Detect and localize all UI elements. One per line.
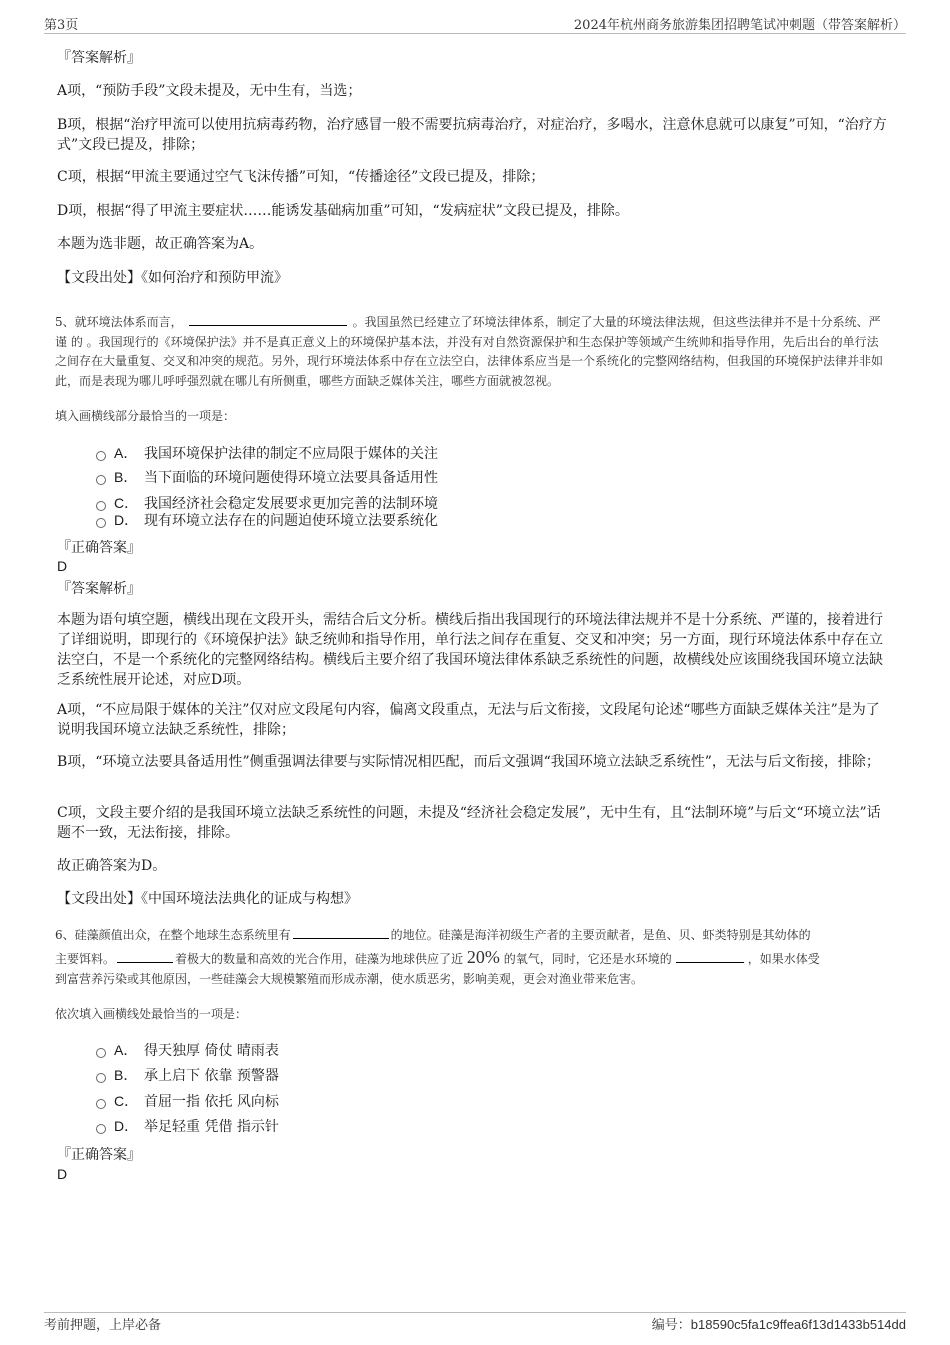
q5-answer-label: 『正确答案』 — [57, 540, 141, 556]
q5-source: 【文段出处】《中国环境法法典化的证成与构想》 — [57, 891, 358, 907]
footer-divider — [44, 1312, 906, 1313]
q5-analysis-intro: 本题为语句填空题，横线出现在文段开头，需结合后文分析。横线后指出我国现行的环境法律法规并不是十分系统、严谨的，接着进行了详细说明，即现行的《环境保护法》缺乏统帅和指导作用，单行法之间存在重复、交叉和冲突；另一方面，现行环境法体系中存在立法空白，不是一个系统化的完整网络结构。横线后主要介绍了我国环境法律体系缺乏系统性的问题，故横线处应该围绕我国环境立法缺乏系统性展开论述，对应D项。 — [57, 612, 883, 688]
q6-answer-label: 『正确答案』 — [57, 1147, 141, 1163]
q6-option-a[interactable]: A． 得天独厚 倚仗 晴雨表 — [96, 1040, 279, 1060]
radio-icon[interactable] — [96, 518, 106, 528]
q6-option-b[interactable]: B． 承上启下 依靠 预警器 — [96, 1065, 279, 1085]
radio-icon[interactable] — [96, 451, 106, 461]
q5-blank — [189, 312, 347, 326]
q6-stem-line1: 6、硅藻颜值出众，在整个地球生态系统里有 的地位。硅藻是海洋初级生产者的主要贡献者，是鱼、贝、虾类特别是其幼体的 — [55, 925, 890, 946]
q5-stem-post: 。我国虽然已经建立了环境法律体系，制定了大量的环境法律法规，但这些法律并不是十分系统、严谨 的 。我国现行的《环境保护法》并不是真正意义上的环境保护基本法，并没有对自然资源保护和生态保护等领域产生统帅和指导作用，先后出台的单行法之间存在大量重复、交叉和冲突的规范。另外，现行环境法体系中存在立法空白，法律体系应当是一个系统化的完整网络结构，但我国的环境保护法律并非如此，而是表现为哪儿呼呼强烈就在哪儿有所侧重，哪些方面缺乏媒体关注，哪些方面就被忽视。 — [55, 315, 884, 388]
document-code: 编号：b18590c5fa1c9ffea6f13d1433b514dd — [651, 1317, 906, 1332]
q5-option-b[interactable]: B． 当下面临的环境问题使得环境立法要具备适用性 — [96, 467, 438, 487]
q4-analysis-b: B项，根据“治疗甲流可以使用抗病毒药物，治疗感冒一般不需要抗病毒治疗，对症治疗，多喝水，注意休息就可以康复”可知，“治疗方式”文段已提及，排除； — [57, 117, 887, 153]
q6-option-d[interactable]: D． 举足轻重 凭借 指示针 — [96, 1116, 279, 1136]
q4-analysis-c: C项，根据“甲流主要通过空气飞沫传播”可知，“传播途径”文段已提及，排除； — [57, 169, 545, 185]
q5-stem-pre: 5、就环境法体系而言， — [55, 315, 183, 329]
q6-blank-2 — [117, 949, 173, 963]
radio-icon[interactable] — [96, 475, 106, 485]
document-title: 2024年杭州商务旅游集团招聘笔试冲刺题（带答案解析） — [573, 18, 906, 33]
q5-option-d[interactable]: D． 现有环境立法存在的问题迫使环境立法要系统化 — [96, 510, 438, 530]
q4-analysis-label: 『答案解析』 — [57, 50, 141, 66]
q6-percent: 20% — [466, 947, 500, 967]
q6-blank-3 — [676, 949, 744, 963]
q4-conclusion: 本题为选非题，故正确答案为A。 — [57, 236, 264, 252]
q4-source: 【文段出处】《如何治疗和预防甲流》 — [57, 270, 288, 286]
q6-stem-line3: 到富营养污染或其他原因，一些硅藻会大规模繁殖而形成赤潮，使水质恶劣，影响美观，更会对渔业带来危害。 — [55, 972, 644, 986]
page-number: 第3页 — [44, 18, 79, 33]
q5-prompt: 填入画横线部分最恰当的一项是： — [55, 409, 236, 423]
page-header — [44, 14, 906, 32]
q6-blank-1 — [293, 925, 389, 939]
q6-answer: D — [57, 1166, 68, 1182]
radio-icon[interactable] — [96, 1124, 106, 1134]
q5-analysis-b: B项，“环境立法要具备适用性”侧重强调法律要与实际情况相匹配，而后文强调“我国环境立法缺乏系统性”，无法与后文衔接，排除； — [57, 754, 880, 770]
q5-option-c[interactable]: C． 我国经济社会稳定发展要求更加完善的法制环境 — [96, 493, 438, 513]
radio-icon[interactable] — [96, 1073, 106, 1083]
q6-stem-line2: 主要饵料。 着极大的数量和高效的光合作用，硅藻为地球供应了近 20% 的氧气，同时，它还是水环境的 ，如果水体受 — [55, 947, 820, 967]
header-divider — [44, 33, 906, 34]
q5-stem — [55, 312, 890, 391]
q6-prompt: 依次填入画横线处最恰当的一项是： — [55, 1007, 248, 1021]
radio-icon[interactable] — [96, 1048, 106, 1058]
q5-option-a[interactable]: A． 我国环境保护法律的制定不应局限于媒体的关注 — [96, 443, 438, 463]
radio-icon[interactable] — [96, 1099, 106, 1109]
q5-analysis-c: C项，文段主要介绍的是我国环境立法缺乏系统性的问题，未提及“经济社会稳定发展”，无中生有，且“法制环境”与后文“环境立法”话题不一致，无法衔接，排除。 — [57, 805, 881, 841]
footer-slogan: 考前押题，上岸必备 — [44, 1318, 162, 1333]
q5-analysis-a: A项，“不应局限于媒体的关注”仅对应文段尾句内容，偏离文段重点，无法与后文衔接，文段尾句论述“哪些方面缺乏媒体关注”是为了说明我国环境立法缺乏系统性，排除； — [57, 702, 880, 738]
q4-analysis-a: A项，“预防手段”文段未提及，无中生有，当选； — [57, 83, 362, 99]
q4-analysis-d: D项，根据“得了甲流主要症状……能诱发基础病加重”可知，“发病症状”文段已提及，排除。 — [57, 203, 629, 219]
q5-answer: D — [57, 558, 68, 574]
page-footer — [44, 1314, 906, 1332]
q6-option-c[interactable]: C． 首屈一指 依托 风向标 — [96, 1091, 279, 1111]
q5-conclusion: 故正确答案为D。 — [57, 858, 167, 874]
q5-analysis-label: 『答案解析』 — [57, 581, 141, 597]
